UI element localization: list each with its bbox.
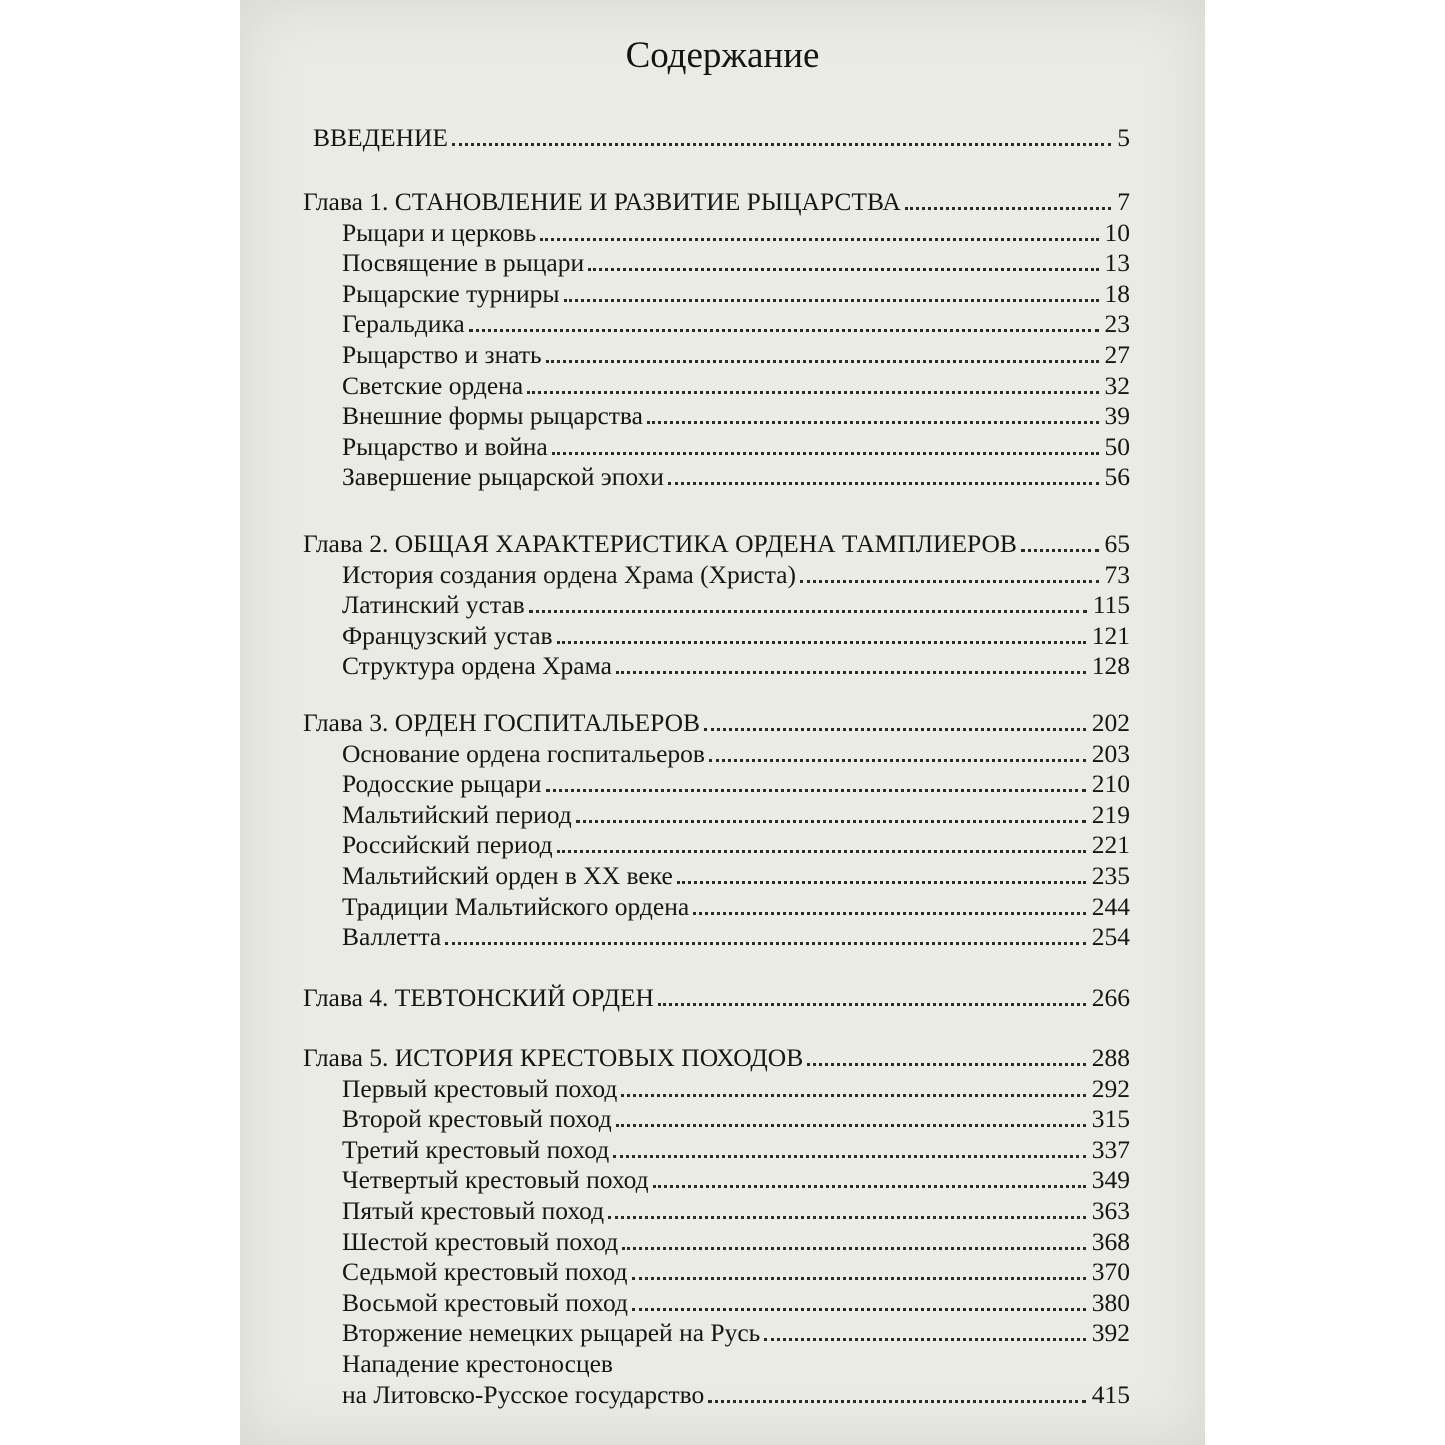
- toc-section-label: Седьмой крестовый поход: [342, 1257, 628, 1287]
- leader-dots: [529, 610, 1087, 613]
- leader-dots: [546, 360, 1099, 363]
- leader-dots: [576, 820, 1086, 823]
- toc-section-page: 415: [1091, 1379, 1130, 1409]
- toc-section-row: [342, 769, 1130, 799]
- toc-section-label: Шестой крестовый поход: [342, 1226, 619, 1256]
- toc-section-row: [342, 1074, 1130, 1104]
- toc-section-page: 219: [1091, 799, 1130, 829]
- toc-section-label: Валлетта: [342, 922, 442, 952]
- toc-section-label: Рыцарство и война: [342, 431, 548, 461]
- toc-section-page: 221: [1091, 830, 1130, 860]
- toc-section-page: 392: [1091, 1318, 1130, 1348]
- toc-section-page: 73: [1104, 559, 1130, 589]
- toc-section-row: [342, 861, 1130, 891]
- toc-section-page: 380: [1091, 1287, 1130, 1317]
- toc-section-row: [342, 309, 1130, 339]
- toc-chapter-row: [303, 708, 1130, 738]
- toc-chapter-row: [303, 1043, 1130, 1073]
- toc-section-row: [342, 1104, 1130, 1134]
- toc-section-page: 203: [1091, 738, 1130, 768]
- toc-chapter-page: 7: [1117, 187, 1130, 216]
- leader-dots: [658, 1003, 1086, 1006]
- toc-section-row: [342, 401, 1130, 431]
- toc-section-row: [342, 621, 1130, 651]
- leader-dots: [668, 482, 1099, 485]
- toc-section-row: [342, 651, 1130, 681]
- leader-dots: [704, 728, 1086, 731]
- toc-chapter-label: Глава 3. ОРДЕН ГОСПИТАЛЬЕРОВ: [303, 708, 701, 737]
- toc-section-label: Третий крестовый поход: [342, 1134, 610, 1164]
- leader-dots: [708, 1400, 1085, 1403]
- toc-section-page: 210: [1091, 769, 1130, 799]
- toc-chapter-page: 65: [1104, 529, 1130, 558]
- leader-dots: [616, 671, 1086, 674]
- toc-section-page: 115: [1092, 590, 1130, 620]
- toc-section-page: 18: [1104, 278, 1130, 308]
- toc-chapter-label: Глава 2. ОБЩАЯ ХАРАКТЕРИСТИКА ОРДЕНА ТАМПЛИЕРОВ: [303, 529, 1017, 558]
- leader-dots: [647, 421, 1099, 424]
- toc-section-page: 349: [1091, 1165, 1130, 1195]
- toc-section-label: Мальтийский орден в XX веке: [342, 861, 673, 890]
- toc-section-label: История создания ордена Храма (Христа): [342, 559, 796, 589]
- leader-dots: [469, 329, 1099, 332]
- toc-section-label: Первый крестовый поход: [342, 1073, 618, 1103]
- toc-section-row: [342, 1165, 1130, 1195]
- toc-chapter-label: Глава 5. ИСТОРИЯ КРЕСТОВЫХ ПОХОДОВ: [303, 1043, 804, 1072]
- leader-dots: [540, 238, 1098, 241]
- toc-chapter-page: 202: [1091, 708, 1130, 737]
- toc-section-row: [342, 1196, 1130, 1226]
- toc-section-page: 235: [1091, 861, 1130, 890]
- toc-section-label: Завершение рыцарской эпохи: [342, 462, 664, 492]
- toc-section-label: Французский устав: [342, 620, 553, 650]
- leader-dots: [1021, 549, 1099, 552]
- toc-chapter-row: [303, 983, 1130, 1013]
- toc-section-label: Посвящение в рыцари: [342, 248, 585, 278]
- leader-dots: [632, 1308, 1086, 1311]
- toc-section-row: [342, 590, 1130, 620]
- leader-dots: [632, 1277, 1086, 1280]
- toc-section-row: [342, 1227, 1130, 1257]
- toc-section-row: [342, 560, 1130, 590]
- toc-section-page: 13: [1104, 248, 1130, 278]
- toc-section-label: Нападение крестоносцев: [342, 1349, 613, 1378]
- toc-section-label: Второй крестовый поход: [342, 1104, 612, 1134]
- leader-dots: [557, 641, 1086, 644]
- leader-dots: [588, 268, 1098, 271]
- leader-dots: [693, 912, 1086, 915]
- toc-section-label: Мальтийский период: [342, 799, 572, 829]
- toc-section-page: 254: [1091, 922, 1130, 952]
- toc-section-label: Российский период: [342, 830, 553, 860]
- leader-dots: [764, 1338, 1085, 1341]
- toc-section-label: Традиции Мальтийского ордена: [342, 891, 690, 921]
- leader-dots: [616, 1124, 1086, 1127]
- toc-section-label: Латинский устав: [342, 590, 525, 620]
- toc-section-label: Четвертый крестовый поход: [342, 1165, 649, 1195]
- toc-section-page: 27: [1104, 340, 1130, 369]
- toc-section-label: Пятый крестовый поход: [342, 1196, 605, 1225]
- toc-section-row: [342, 739, 1130, 769]
- leader-dots: [564, 299, 1099, 302]
- leader-dots: [527, 391, 1098, 394]
- toc-section-label: Рыцарство и знать: [342, 340, 542, 369]
- toc-section-row: [342, 218, 1130, 248]
- toc-chapter-row: [303, 187, 1130, 217]
- toc-section-page: 10: [1104, 217, 1130, 247]
- toc-intro-page: 5: [1117, 123, 1130, 152]
- toc-section-page: 121: [1091, 620, 1130, 650]
- toc-section-row: [342, 248, 1130, 278]
- toc-chapter-page: 288: [1091, 1043, 1130, 1072]
- toc-section-page: 50: [1104, 431, 1130, 461]
- toc-section-row: [342, 279, 1130, 309]
- toc-section-row: [342, 432, 1130, 462]
- toc-section-label: Светские ордена: [342, 370, 524, 400]
- toc-section-page: 23: [1104, 309, 1130, 339]
- leader-dots: [807, 1063, 1086, 1066]
- leader-dots: [613, 1155, 1086, 1158]
- toc-section-label: Структура ордена Храма: [342, 651, 612, 681]
- toc-section-row: [342, 830, 1130, 860]
- toc-section-page: 244: [1091, 891, 1130, 921]
- toc-section-label: Рыцарские турниры: [342, 278, 560, 308]
- toc-section-row: [342, 800, 1130, 830]
- toc-section-label: Основание ордена госпитальеров: [342, 738, 705, 768]
- toc-section-page: 363: [1091, 1196, 1130, 1225]
- toc-section-label: Восьмой крестовый поход: [342, 1287, 628, 1317]
- book-page: [240, 0, 1205, 1445]
- toc-section-row: [342, 1380, 1130, 1410]
- toc-section-row: [342, 892, 1130, 922]
- toc-section-page: 315: [1091, 1104, 1130, 1134]
- leader-dots: [608, 1216, 1086, 1219]
- toc-chapter-label: Глава 1. СТАНОВЛЕНИЕ И РАЗВИТИЕ РЫЦАРСТВА: [303, 187, 901, 216]
- toc-section-row: [342, 1257, 1130, 1287]
- toc-section-row: [342, 1288, 1130, 1318]
- toc-section-page: 337: [1091, 1134, 1130, 1164]
- leader-dots: [452, 143, 1111, 146]
- toc-section-label: Рыцари и церковь: [342, 217, 537, 247]
- toc-section-label: Родосские рыцари: [342, 769, 542, 799]
- toc-section-page: 39: [1104, 401, 1130, 431]
- toc-section-page: 128: [1091, 651, 1130, 681]
- toc-section-row: [342, 371, 1130, 401]
- toc-chapter-row: [303, 529, 1130, 559]
- toc-section-page: 32: [1104, 370, 1130, 400]
- toc-intro-label: ВВЕДЕНИЕ: [313, 123, 448, 152]
- toc-section-label: на Литовско-Русское государство: [342, 1379, 705, 1409]
- toc-section-label: Внешние формы рыцарства: [342, 401, 643, 431]
- toc-section-row: [342, 1135, 1130, 1165]
- toc-section-row: [342, 1349, 1130, 1379]
- leader-dots: [905, 207, 1111, 210]
- toc-section-page: 56: [1104, 462, 1130, 492]
- toc-section-row: [342, 1318, 1130, 1348]
- leader-dots: [557, 850, 1086, 853]
- leader-dots: [621, 1094, 1085, 1097]
- toc-section-row: [342, 922, 1130, 952]
- toc-section-row: [342, 462, 1130, 492]
- toc-intro-row: [313, 123, 1130, 153]
- leader-dots: [445, 942, 1086, 945]
- page-title: Содержание: [625, 35, 820, 76]
- leader-dots: [546, 789, 1086, 792]
- leader-dots: [677, 881, 1086, 884]
- leader-dots: [552, 452, 1099, 455]
- toc-section-row: [342, 340, 1130, 370]
- toc-section-page: 370: [1091, 1257, 1130, 1287]
- toc-section-page: 368: [1091, 1226, 1130, 1256]
- leader-dots: [709, 759, 1086, 762]
- toc-section-label: Геральдика: [342, 309, 465, 339]
- leader-dots: [653, 1185, 1086, 1188]
- toc-chapter-label: Глава 4. ТЕВТОНСКИЙ ОРДЕН: [303, 983, 654, 1012]
- toc-chapter-page: 266: [1091, 983, 1130, 1012]
- toc-section-label: Вторжение немецких рыцарей на Русь: [342, 1318, 761, 1348]
- leader-dots: [622, 1247, 1085, 1250]
- table-of-contents: [240, 0, 1205, 1445]
- leader-dots: [800, 580, 1099, 583]
- toc-section-page: 292: [1091, 1073, 1130, 1103]
